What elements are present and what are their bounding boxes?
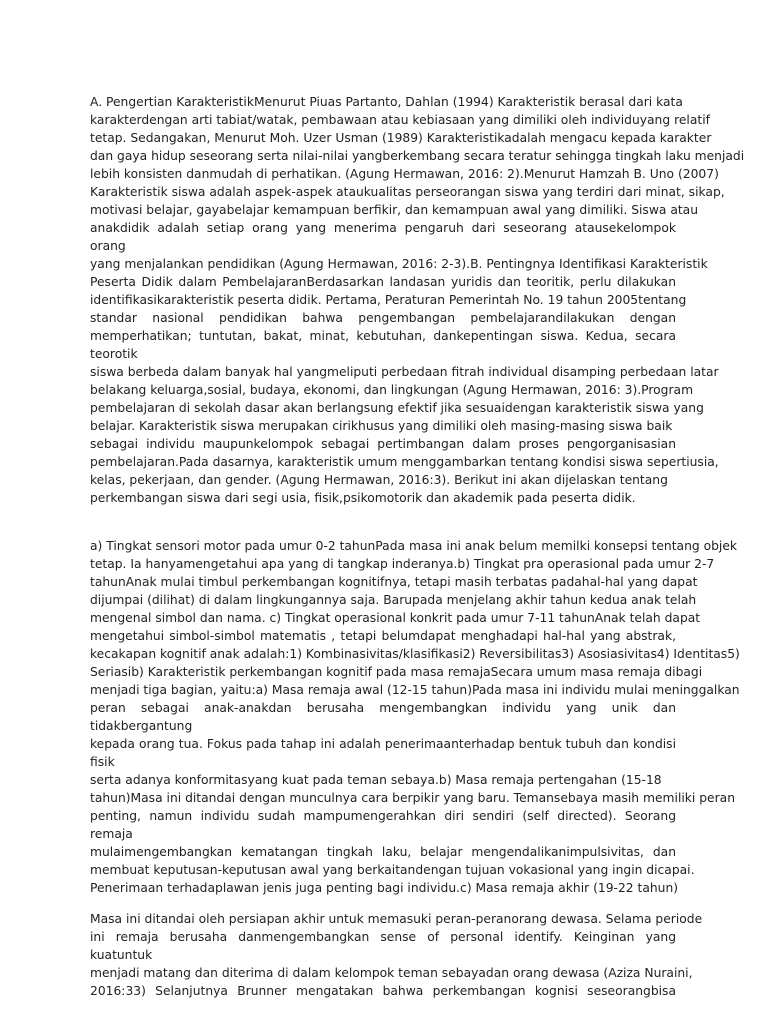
text-line: identifikasikarakteristik peserta didik. Pertama, Peraturan Pemerintah No. 19 tahun 2005tentang	[90, 293, 687, 307]
text-line: siswa berbeda dalam banyak hal yangmeliputi perbedaan fitrah individual disamping perbedaan latar	[90, 365, 719, 379]
text-line: serta adanya konformitasyang kuat pada teman sebaya.b) Masa remaja pertengahan (15-18	[90, 773, 662, 787]
text-line: kecakapan kognitif anak adalah:1) Kombinasivitas/klasifikasi2) Reversibilitas3) Asosiasivitas4) Identitas5)	[90, 647, 740, 661]
text-line: a) Tingkat sensori motor pada umur 0-2 tahunPada masa ini anak belum memilki konsepsi tentang objek	[90, 539, 738, 553]
text-line: motivasi belajar, gayabelajar kemampuan berfikir, dan kemampuan awal yang dimiliki. Siswa atau	[90, 203, 699, 217]
text-line: ini remaja berusaha danmengembangkan sense of personal identify. Keinginan yang kuatuntuk	[90, 930, 676, 962]
text-line: Seriasib) Karakteristik perkembangan kognitif pada masa remajaSecara umum masa remaja dibagi	[90, 665, 703, 679]
text-line: belakang keluarga,sosial, budaya, ekonomi, dan lingkungan (Agung Hermawan, 2016: 3).Program	[90, 383, 694, 397]
text-line: memperhatikan; tuntutan, bakat, minat, kebutuhan, dankepentingan siswa. Kedua, secara teorotik	[90, 329, 676, 361]
text-line: belajar. Karakteristik siswa merupakan cirikhusus yang dimiliki oleh masing-masing siswa baik	[90, 419, 673, 433]
text-line: tetap. Sedangakan, Menurut Moh. Uzer Usman (1989) Karakteristikadalah mengacu kepada karakter	[90, 131, 712, 145]
text-line: dan gaya hidup seseorang serta nilai-nilai yangberkembang secara teratur sehingga tingkah laku menjadi	[90, 149, 745, 163]
text-line: yang menjalankan pendidikan (Agung Hermawan, 2016: 2-3).B. Pentingnya Identifikasi Karakteristik	[90, 257, 708, 271]
text-line: mengetahui simbol-simbol matematis , tetapi belumdapat menghadapi hal-hal yang abstrak,	[90, 629, 676, 643]
text-line: tetap. Ia hanyamengetahui apa yang di tangkap inderanya.b) Tingkat pra operasional pada umur 2-7	[90, 557, 715, 571]
text-line: Penerimaan terhadaplawan jenis juga penting bagi individu.c) Masa remaja akhir (19-22 tahun)	[90, 881, 679, 895]
text-line: Karakteristik siswa adalah aspek-aspek ataukualitas perseorangan siswa yang terdiri dari minat, sikap,	[90, 185, 725, 199]
text-line: mengenal simbol dan nama. c) Tingkat operasional konkrit pada umur 7-11 tahunAnak telah dapat	[90, 611, 701, 625]
text-line: pembelajaran di sekolah dasar akan berlangsung efektif jika sesuaidengan karakteristik siswa yang	[90, 401, 704, 415]
text-line: tahunAnak mulai timbul perkembangan kognitifnya, tetapi masih terbatas padahal-hal yang dapat	[90, 575, 698, 589]
text-line: Peserta Didik dalam PembelajaranBerdasarkan landasan yuridis dan teoritik, perlu dilakukan	[90, 275, 676, 289]
text-line: Masa ini ditandai oleh persiapan akhir untuk memasuki peran-peranorang dewasa. Selama periode	[90, 912, 703, 926]
text-line: menjadi matang dan diterima di dalam kelompok teman sebayadan orang dewasa (Aziza Nuraini,	[90, 966, 693, 980]
document-body	[90, 93, 745, 1000]
text-line: karakterdengan arti tabiat/watak, pembawaan atau kebiasaan yang dimiliki oleh individuyang relatif	[90, 113, 710, 127]
text-line: perkembangan siswa dari segi usia, fisik,psikomotorik dan akademik pada peserta didik.	[90, 491, 636, 505]
text-line: A. Pengertian KarakteristikMenurut Piuas Partanto, Dahlan (1994) Karakteristik berasal dari kata	[90, 95, 683, 109]
text-line: membuat keputusan-keputusan awal yang berkaitandengan tujuan vokasional yang ingin dicapai.	[90, 863, 695, 877]
text-line: dijumpai (dilihat) di dalam lingkungannya saja. Barupada menjelang akhir tahun kedua anak telah	[90, 593, 697, 607]
text-line: penting, namun individu sudah mampumengerahkan diri sendiri (self directed). Seorang remaja	[90, 809, 676, 841]
text-line: anakdidik adalah setiap orang yang menerima pengaruh dari seseorang atausekelompok orang	[90, 221, 676, 253]
text-line: pembelajaran.Pada dasarnya, karakteristik umum menggambarkan tentang kondisi siswa sepertiusia,	[90, 455, 719, 469]
text-line: lebih konsisten danmudah di perhatikan. (Agung Hermawan, 2016: 2).Menurut Hamzah B. Uno (2007)	[90, 167, 719, 181]
text-line: standar nasional pendidikan bahwa pengembangan pembelajarandilakukan dengan	[90, 311, 676, 325]
paragraph-karakteristik	[90, 93, 745, 507]
paragraph-perkembangan-kognitif	[90, 537, 740, 897]
text-line: sebagai individu maupunkelompok sebagai pertimbangan dalam proses pengorganisasian	[90, 437, 676, 451]
text-line: kelas, pekerjaan, dan gender. (Agung Hermawan, 2016:3). Berikut ini akan dijelaskan tentang	[90, 473, 668, 487]
text-line: mulaimengembangkan kematangan tingkah laku, belajar mengendalikanimpulsivitas, dan	[90, 845, 676, 859]
text-line: menjadi tiga bagian, yaitu:a) Masa remaja awal (12-15 tahun)Pada masa ini individu mulai meninggalkan	[90, 683, 740, 697]
text-line: tahun)Masa ini ditandai dengan munculnya cara berpikir yang baru. Temansebaya masih memiliki peran	[90, 791, 735, 805]
paragraph-masa-remaja-akhir	[90, 910, 703, 1000]
text-line: peran sebagai anak-anakdan berusaha mengembangkan individu yang unik dan tidakbergantung	[90, 701, 676, 733]
text-line: kepada orang tua. Fokus pada tahap ini adalah penerimaanterhadap bentuk tubuh dan kondisi fisik	[90, 737, 676, 769]
text-line: 2016:33) Selanjutnya Brunner mengatakan bahwa perkembangan kognisi seseorangbisa	[90, 984, 676, 998]
